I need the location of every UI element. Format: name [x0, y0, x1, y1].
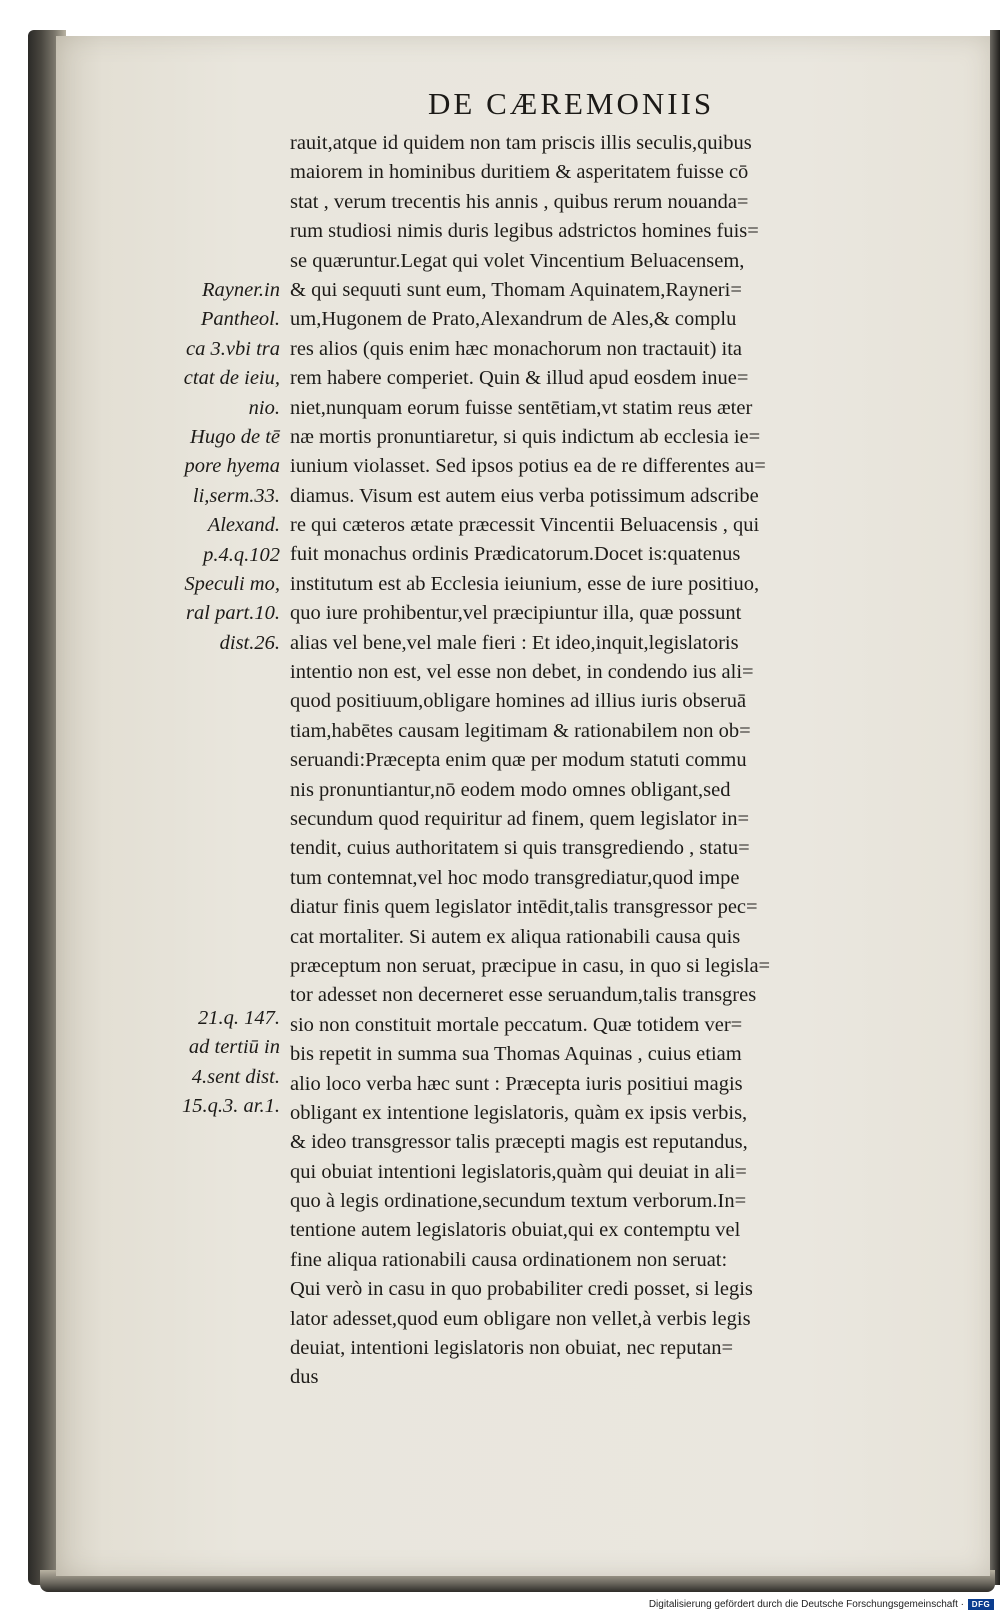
text-line: diatur finis quem legislator intēdit,talis transgressor pec=: [290, 896, 758, 919]
text-line: cat mortaliter. Si autem ex aliqua rationabili causa quis: [290, 925, 741, 948]
text-line: stat , verum trecentis his annis , quibus rerum nouanda=: [290, 190, 749, 213]
text-line: rum studiosi nimis duris legibus adstrictos homines fuis=: [290, 220, 759, 243]
text-line: tor adesset non decerneret esse seruandum,talis transgres: [290, 984, 757, 1007]
text-line: næ mortis pronuntiaretur, si quis indictum ab ecclesia ie=: [290, 425, 761, 448]
text-line: alio loco verba hæc sunt : Præcepta iuris positiui magis: [290, 1072, 743, 1095]
text-line: iunium violasset. Sed ipsos potius ea de re differentes au=: [290, 455, 766, 478]
text-line: diamus. Visum est autem eius verba potissimum adscribe: [290, 484, 759, 507]
margin-note-line: Pantheol.: [200, 308, 280, 331]
text-line: quo à legis ordinatione,secundum textum verborum.In=: [290, 1190, 747, 1213]
text-line: lator adesset,quod eum obligare non vellet,à verbis legis: [290, 1307, 751, 1330]
text-line: maiorem in hominibus duritiem & asperitatem fuisse cō: [290, 161, 749, 184]
margin-note-line: ctat de ieiu,: [183, 367, 280, 390]
margin-note-line: Rayner.in: [202, 279, 280, 301]
text-line: rem habere comperiet. Quin & illud apud eosdem inue=: [290, 367, 749, 390]
text-line: Qui verò in casu in quo probabiliter credi posset, si legis: [290, 1278, 753, 1301]
text-line: quod positiuum,obligare homines ad illius iuris obseruā: [290, 690, 747, 713]
text-line: tiam,habētes causam legitimam & rationabilem non ob=: [290, 719, 751, 742]
text-line: & qui sequuti sunt eum, Thomam Aquinatem,Rayneri=: [290, 278, 742, 301]
margin-note-line: dist.26.: [219, 631, 280, 654]
text-line: bis repetit in summa sua Thomas Aquinas , cuius etiam: [290, 1043, 742, 1066]
margin-note-line: 4.sent dist.: [191, 1065, 280, 1088]
text-line: alias vel bene,vel male fieri : Et ideo,inquit,legislatoris: [290, 631, 739, 654]
text-line: dus: [290, 1366, 319, 1389]
margin-note-line: nio.: [248, 396, 280, 419]
margin-note-line: Alexand.: [207, 514, 280, 537]
text-line: intentio non est, vel esse non debet, in condendo ius ali=: [290, 661, 754, 684]
margin-note-aquinas: [140, 1004, 280, 1122]
margin-note-line: Speculi mo,: [184, 572, 280, 595]
text-line: deuiat, intentioni legislatoris non obuiat, nec reputan=: [290, 1337, 734, 1360]
text-line: sio non constituit mortale peccatum. Quæ totidem ver=: [290, 1013, 743, 1036]
text-line: nis pronuntiantur,nō eodem modo omnes obligant,sed: [290, 778, 731, 801]
text-line: qui obuiat intentioni legislatoris,quàm qui deuiat in ali=: [290, 1160, 747, 1183]
text-line: um,Hugonem de Prato,Alexandrum de Ales,& complu: [290, 308, 737, 331]
book-right-edge: [990, 30, 1000, 1585]
footer-credit: Digitalisierung gefördert durch die Deutsche Forschungsgemeinschaft ·: [648, 1599, 964, 1610]
text-line: se quæruntur.Legat qui volet Vincentium Beluacensem,: [290, 249, 745, 272]
text-line: tendit, cuius authoritatem si quis transgrediendo , statu=: [290, 837, 750, 860]
margin-note-line: pore hyema: [184, 455, 280, 478]
text-line: & ideo transgressor talis præcepti magis est reputandus,: [290, 1131, 748, 1154]
margin-note-line: ca 3.vbi tra: [186, 337, 280, 360]
body-text: [290, 129, 978, 1393]
text-line: re qui cæteros ætate præcessit Vincentii Beluacensis , qui: [290, 514, 760, 537]
text-line: tentione autem legislatoris obuiat,qui ex contemptu vel: [290, 1219, 741, 1242]
text-line: institutum est ab Ecclesia ieiunium, esse de iure positiuo,: [290, 572, 760, 595]
text-line: fine aliqua rationabili causa ordinationem non seruat:: [290, 1248, 728, 1271]
margin-note-line: 15.q.3. ar.1.: [182, 1095, 280, 1118]
margin-note-line: ral part.10.: [186, 602, 280, 625]
text-line: rauit,atque id quidem non tam priscis illis seculis,quibus: [290, 132, 752, 154]
text-line: fuit monachus ordinis Prædicatorum.Docet is:quatenus: [290, 543, 741, 566]
text-line: obligant ex intentione legislatoris, quàm ex ipsis verbis,: [290, 1101, 748, 1124]
margin-note-line: 21.q. 147.: [198, 1007, 280, 1029]
text-line: niet,nunquam eorum fuisse sentētiam,vt statim reus æter: [290, 396, 753, 419]
dfg-logo: DFG: [968, 1599, 994, 1610]
margin-note-line: p.4.q.102: [203, 543, 280, 566]
text-line: res alios (quis enim hæc monachorum non tractauit) ita: [290, 337, 743, 360]
running-title: DE CÆREMONIIS: [428, 86, 715, 121]
margin-note-line: ad tertiū in: [188, 1036, 280, 1059]
text-line: præceptum non seruat, præcipue in casu, in quo si legisla=: [290, 954, 771, 977]
text-line: tum contemnat,vel hoc modo transgrediatur,quod impe: [290, 866, 740, 889]
text-line: quo iure prohibentur,vel præcipiuntur illa, quæ possunt: [290, 602, 742, 625]
margin-note-sources: [140, 276, 280, 658]
margin-note-line: li,serm.33.: [192, 484, 280, 507]
text-line: secundum quod requiritur ad finem, quem legislator in=: [290, 807, 750, 830]
margin-note-line: Hugo de tē: [190, 425, 280, 448]
text-line: seruandi:Præcepta enim quæ per modum statuti commu: [290, 749, 747, 772]
